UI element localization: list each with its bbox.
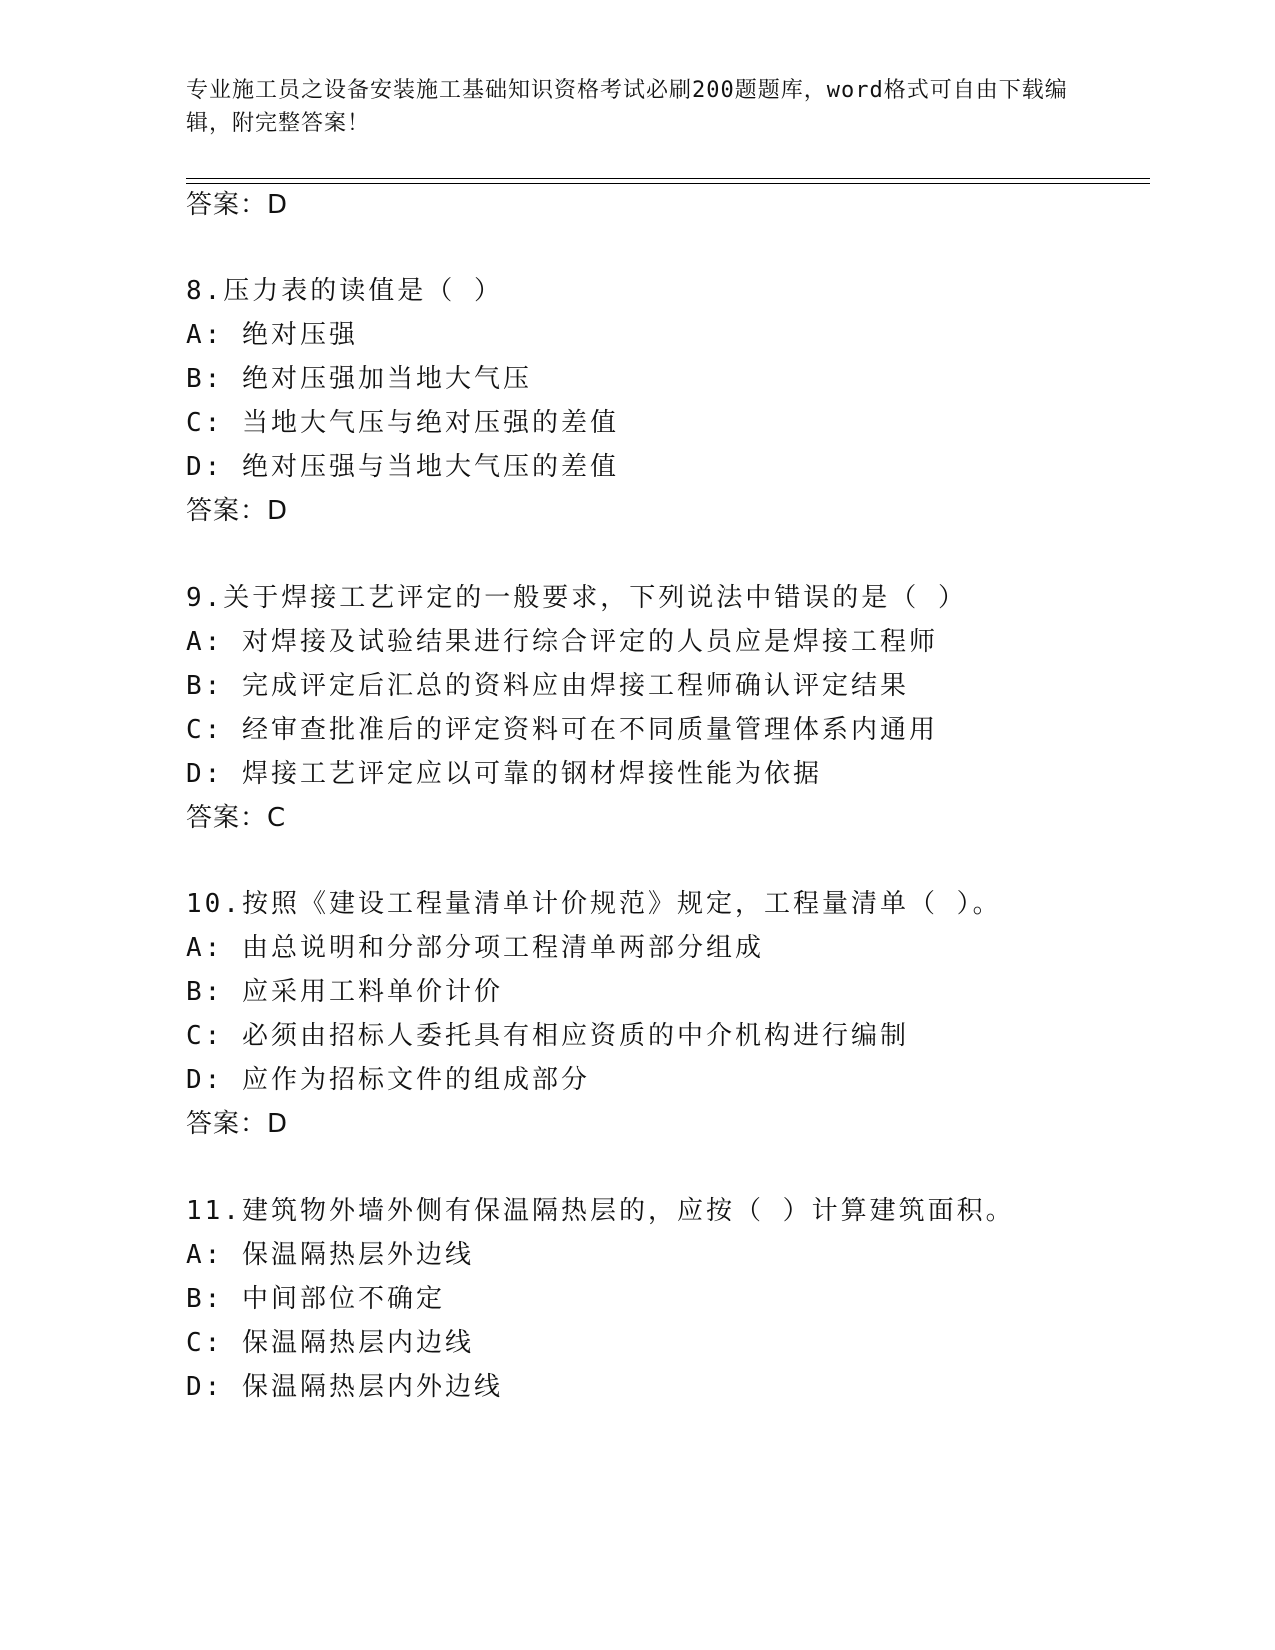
answer-previous: 答案：D bbox=[186, 190, 289, 220]
question-10-option-b: B: 应采用工料单价计价 bbox=[186, 977, 503, 1007]
question-11-stem: 11.建筑物外墙外侧有保温隔热层的，应按（ ）计算建筑面积。 bbox=[186, 1196, 1015, 1226]
question-8-option-d: D: 绝对压强与当地大气压的差值 bbox=[186, 452, 619, 482]
question-8-answer: 答案：D bbox=[186, 496, 289, 526]
question-10-answer: 答案：D bbox=[186, 1109, 289, 1139]
question-8-option-c: C: 当地大气压与绝对压强的差值 bbox=[186, 408, 619, 438]
question-11-option-d: D: 保温隔热层内外边线 bbox=[186, 1372, 503, 1402]
question-9-stem: 9.关于焊接工艺评定的一般要求，下列说法中错误的是（ ） bbox=[186, 583, 967, 613]
question-9-answer: 答案：C bbox=[186, 803, 287, 833]
question-10-option-a: A: 由总说明和分部分项工程清单两部分组成 bbox=[186, 933, 764, 963]
question-9-option-c: C: 经审查批准后的评定资料可在不同质量管理体系内通用 bbox=[186, 715, 938, 745]
question-9-option-b: B: 完成评定后汇总的资料应由焊接工程师确认评定结果 bbox=[186, 671, 909, 701]
question-8-stem: 8.压力表的读值是（ ） bbox=[186, 276, 503, 306]
document-header: 专业施工员之设备安装施工基础知识资格考试必刷200题题库，word格式可自由下载编辑，附完整答案！ bbox=[186, 78, 1068, 136]
question-9-option-a: A: 对焊接及试验结果进行综合评定的人员应是焊接工程师 bbox=[186, 627, 938, 657]
question-10-stem: 10.按照《建设工程量清单计价规范》规定，工程量清单（ ）。 bbox=[186, 889, 1002, 919]
header-rule-top bbox=[186, 178, 1150, 179]
question-10-option-c: C: 必须由招标人委托具有相应资质的中介机构进行编制 bbox=[186, 1021, 909, 1051]
header-rule-bottom bbox=[186, 183, 1150, 184]
question-9-option-d: D: 焊接工艺评定应以可靠的钢材焊接性能为依据 bbox=[186, 759, 822, 789]
question-10-option-d: D: 应作为招标文件的组成部分 bbox=[186, 1065, 590, 1095]
question-11-option-c: C: 保温隔热层内边线 bbox=[186, 1328, 474, 1358]
question-8-option-b: B: 绝对压强加当地大气压 bbox=[186, 364, 532, 394]
question-11-option-a: A: 保温隔热层外边线 bbox=[186, 1240, 474, 1270]
question-11-option-b: B: 中间部位不确定 bbox=[186, 1284, 445, 1314]
question-8-option-a: A: 绝对压强 bbox=[186, 320, 358, 350]
